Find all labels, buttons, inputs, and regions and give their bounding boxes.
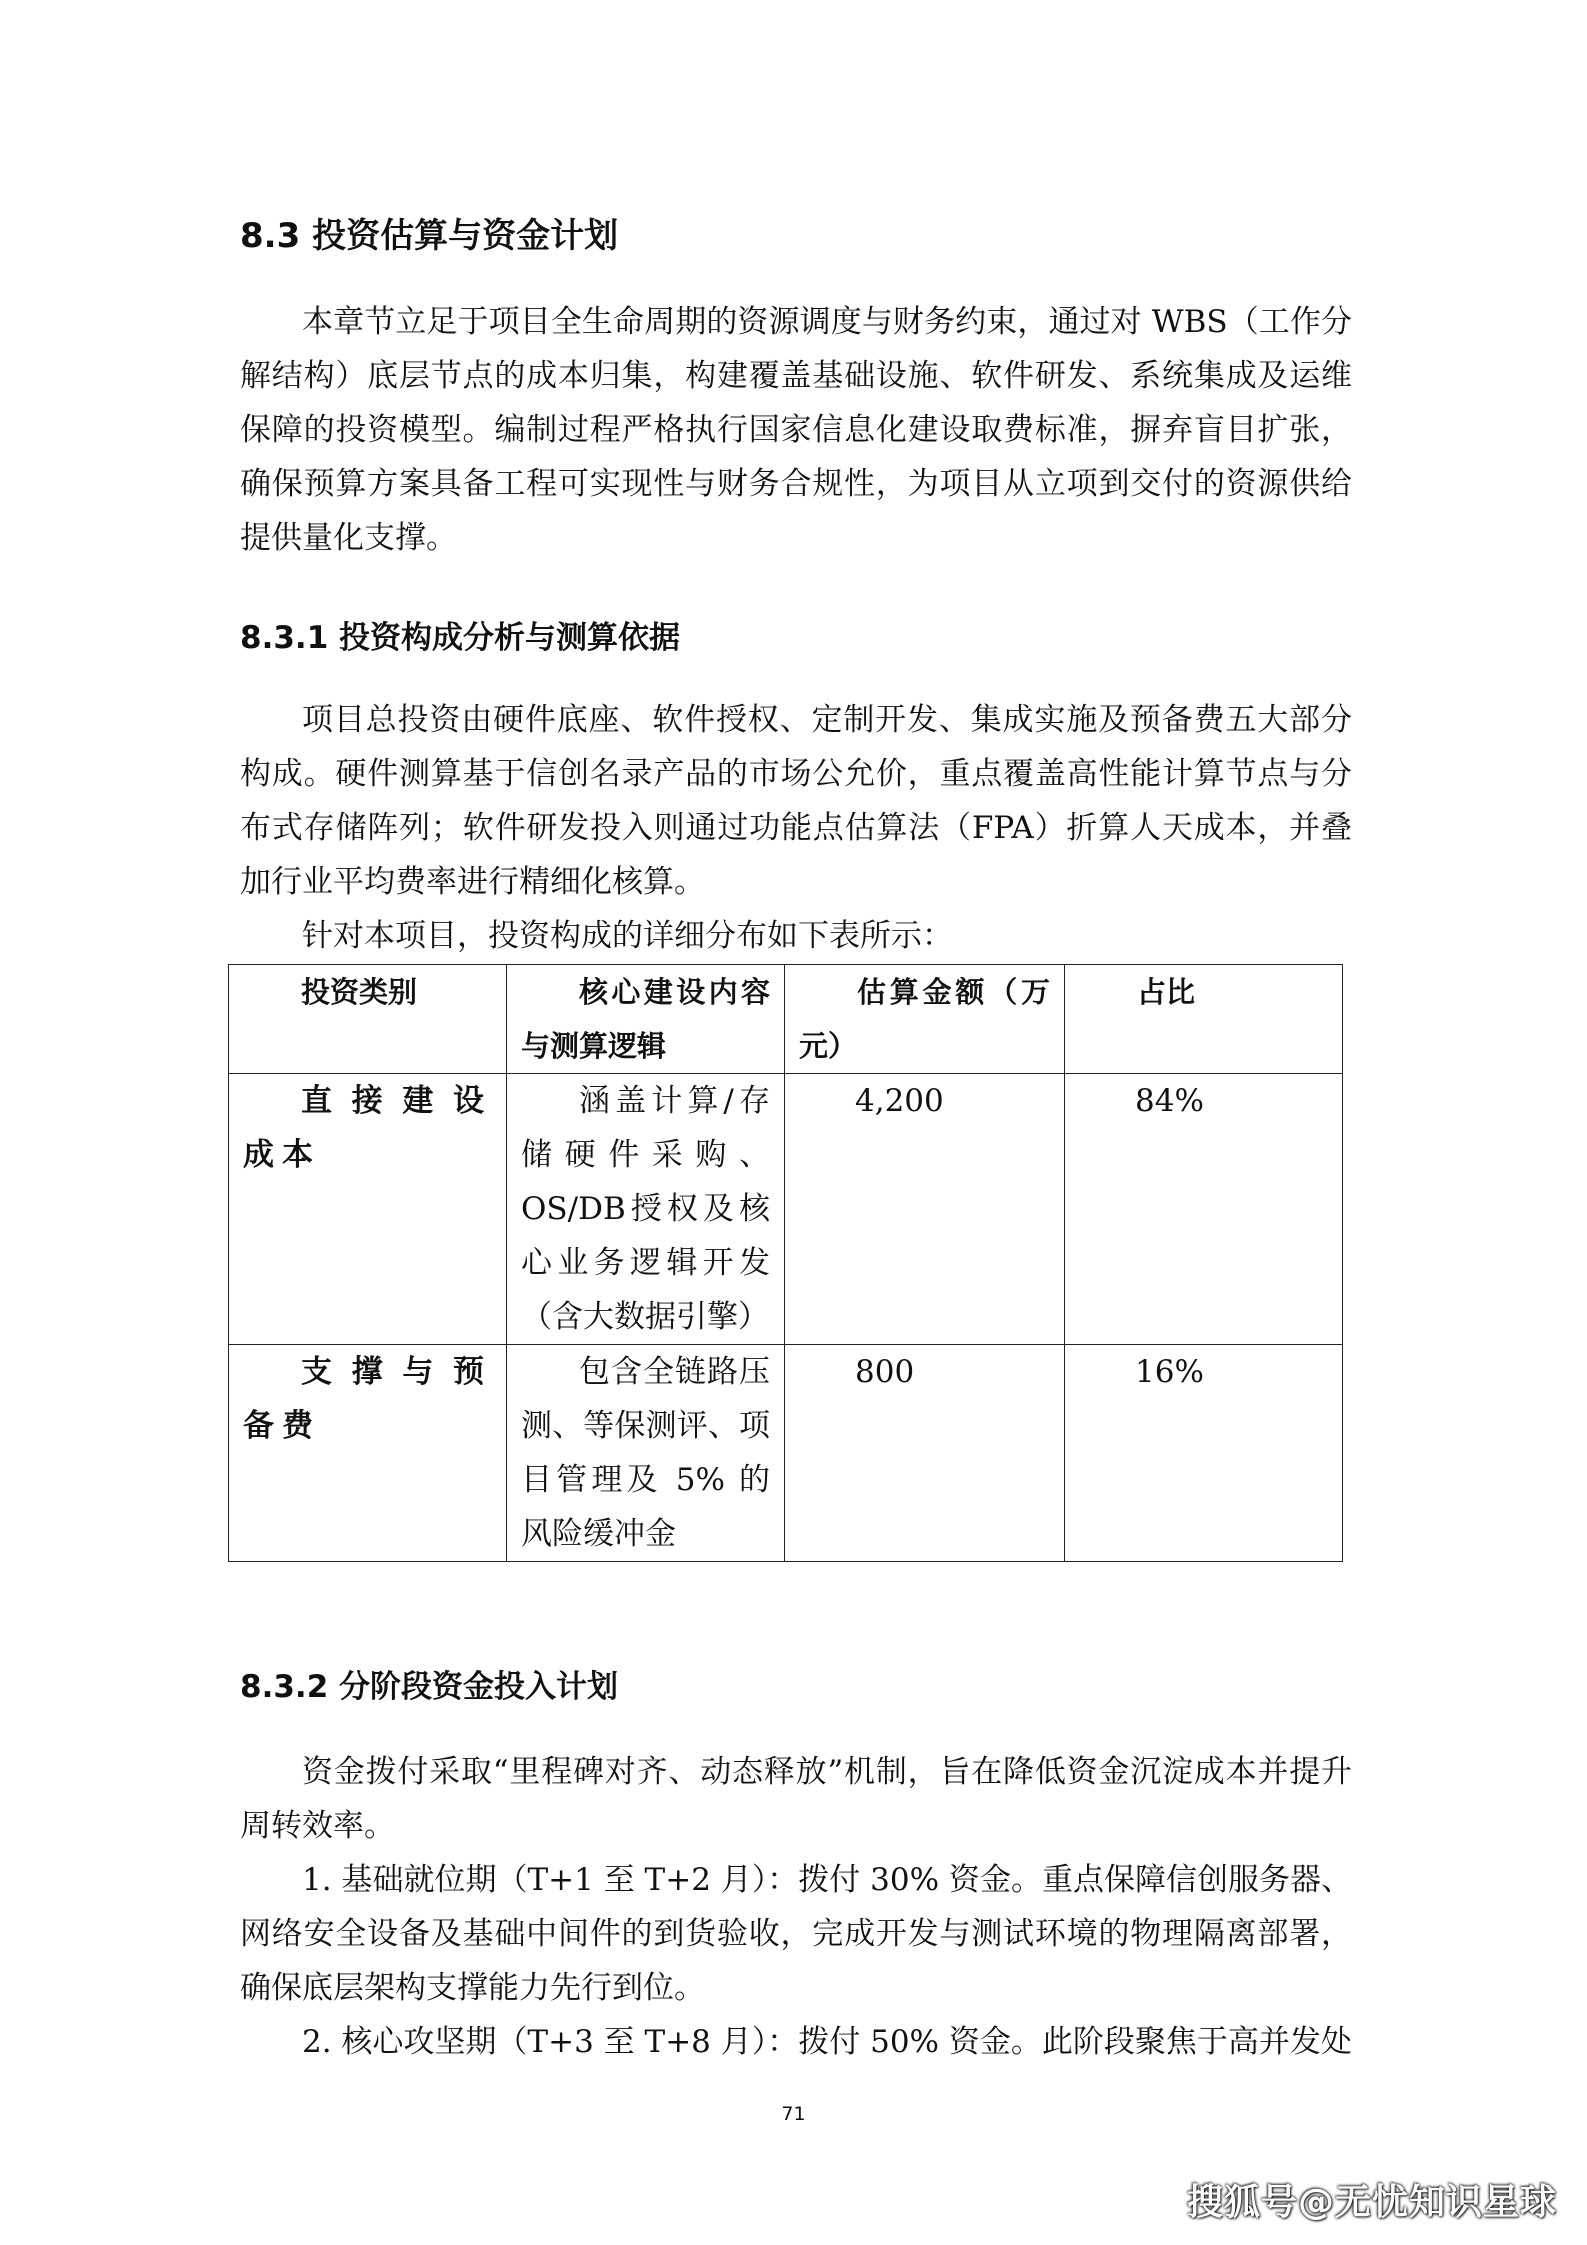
table-intro-text: 针对本项目，投资构成的详细分布如下表所示：: [302, 918, 953, 954]
page-number: 71: [781, 2103, 806, 2125]
table-row: [229, 1074, 1343, 1345]
table-header-category: 投资类别: [229, 965, 507, 1074]
table-cell-category: 直接建设成本: [229, 1074, 507, 1345]
table-header-amount: 估算金额（万元）: [785, 965, 1065, 1074]
funding-phase-item: 2. 核心攻坚期（T+3 至 T+8 月）：拨付 50% 资金。此阶段聚焦于高并发处: [302, 2024, 1352, 2060]
section-intro-paragraph: 本章节立足于项目全生命周期的资源调度与财务约束，通过对 WBS（工作分解结构）底层节点的成本归集，构建覆盖基础设施、软件研发、系统集成及运维保障的投资模型。编制过程严格执行国家信息化建设取费标准，摒弃盲目扩张，确保预算方案具备工程可实现性与财务合规性，为项目从立项到交付的资源供给提供量化支撑。: [240, 304, 1352, 556]
watermark-text: 搜狐号@无忧知识星球: [1186, 2182, 1557, 2223]
subsection-heading-funding-plan: 8.3.2 分阶段资金投入计划: [240, 1669, 619, 1705]
table-header-content: 核心建设内容与测算逻辑: [507, 965, 785, 1074]
table-cell-amount: 800: [785, 1345, 1065, 1562]
table-header-row: [229, 965, 1343, 1074]
funding-phase-item: 1. 基础就位期（T+1 至 T+2 月）：拨付 30% 资金。重点保障信创服务器、网络安全设备及基础中间件的到货验收，完成开发与测试环境的物理隔离部署，确保底层架构支撑能力先行到位。: [240, 1862, 1352, 2006]
table-header-ratio: 占比: [1065, 965, 1343, 1074]
section-heading: 8.3 投资估算与资金计划: [240, 216, 619, 256]
subsection-heading-investment-composition: 8.3.1 投资构成分析与测算依据: [240, 620, 681, 656]
table-cell-content: 涵盖计算/存储硬件采购、OS/DB授权及核心业务逻辑开发（含大数据引擎）: [507, 1074, 785, 1345]
table-cell-ratio: 84%: [1065, 1074, 1343, 1345]
table-cell-category: 支撑与预备费: [229, 1345, 507, 1562]
investment-table: [228, 964, 1343, 1562]
funding-plan-paragraph: 资金拨付采取“里程碑对齐、动态释放”机制，旨在降低资金沉淀成本并提升周转效率。: [240, 1754, 1352, 1844]
table-row: [229, 1345, 1343, 1562]
investment-composition-paragraph: 项目总投资由硬件底座、软件授权、定制开发、集成实施及预备费五大部分构成。硬件测算基于信创名录产品的市场公允价，重点覆盖高性能计算节点与分布式存储阵列；软件研发投入则通过功能点估算法（FPA）折算人天成本，并叠加行业平均费率进行精细化核算。: [240, 702, 1352, 900]
table-cell-content: 包含全链路压测、等保测评、项目管理及 5% 的风险缓冲金: [507, 1345, 785, 1562]
table-cell-ratio: 16%: [1065, 1345, 1343, 1562]
table-cell-amount: 4,200: [785, 1074, 1065, 1345]
